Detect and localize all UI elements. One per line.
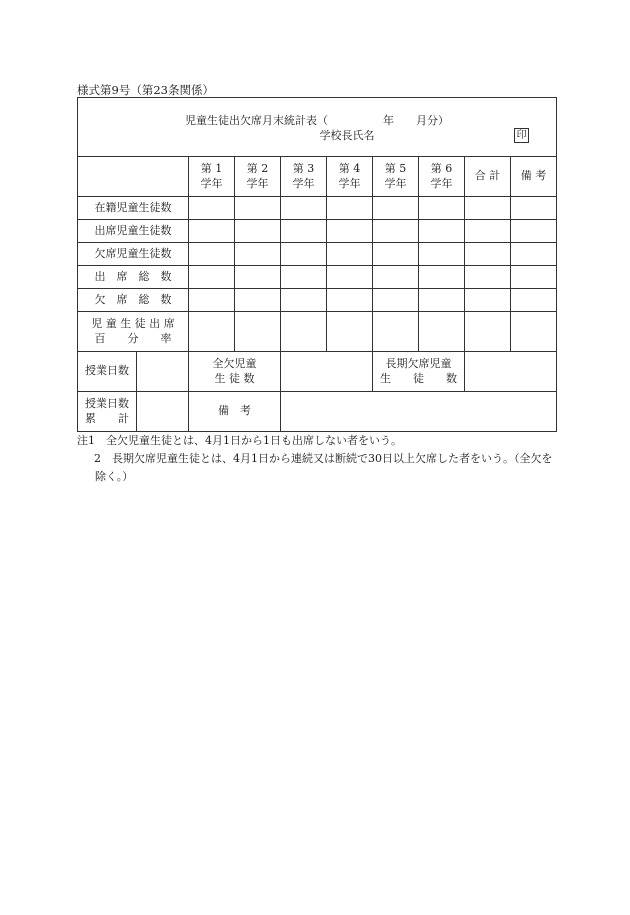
long-absence-value xyxy=(465,352,557,392)
note-2: 2 長期欠席児童生徒とは、4月1日から連続又は断続で30日以上欠席した者をいう。（全欠を除く。） xyxy=(94,452,553,483)
grade-2-header: 第 2 学年 xyxy=(235,157,281,197)
row-label-absent: 欠席児童生徒数 xyxy=(78,243,189,266)
grade-4-header: 第 4 学年 xyxy=(327,157,373,197)
row-label-attendance-total: 出 席 総 数 xyxy=(78,266,189,289)
row-label-attendance-percentage: 児 童 生 徒 出 席 百 分 率 xyxy=(78,312,189,352)
table-title-cell xyxy=(78,98,557,157)
notes xyxy=(77,432,557,486)
full-absence-label: 全欠児童 生 徒 数 xyxy=(189,352,281,392)
school-days-cumulative-value xyxy=(137,392,189,432)
school-days-label: 授業日数 xyxy=(78,352,137,392)
principal-name-label: 学校長氏名 xyxy=(319,129,375,142)
grade-3-header: 第 3 学年 xyxy=(281,157,327,197)
full-absence-value xyxy=(281,352,373,392)
long-absence-label: 長期欠席児童 生 徒 数 xyxy=(373,352,465,392)
table-title: 児童生徒出欠席月末統計表（ 年 月分） xyxy=(185,114,450,127)
form-number-label: 様式第9号（第23条関係） xyxy=(77,83,214,97)
row-label-enrolled: 在籍児童生徒数 xyxy=(78,197,189,220)
bottom-remarks-value xyxy=(281,392,557,432)
attendance-statistics-table xyxy=(77,97,557,432)
bottom-remarks-label: 備 考 xyxy=(189,392,281,432)
note-1: 注1 全欠児童生徒とは、4月1日から1日も出席しない者をいう。 xyxy=(77,434,402,447)
seal-mark: 印 xyxy=(514,128,529,143)
school-days-value xyxy=(137,352,189,392)
grade-6-header: 第 6 学年 xyxy=(419,157,465,197)
row-label-present: 出席児童生徒数 xyxy=(78,220,189,243)
row-label-absence-total: 欠 席 総 数 xyxy=(78,289,189,312)
school-days-cumulative-label: 授業日数 累 計 xyxy=(78,392,137,432)
total-header: 合 計 xyxy=(465,157,511,197)
grade-5-header: 第 5 学年 xyxy=(373,157,419,197)
grade-1-header: 第 1 学年 xyxy=(189,157,235,197)
remarks-header: 備 考 xyxy=(511,157,557,197)
header-blank-cell xyxy=(78,157,189,197)
